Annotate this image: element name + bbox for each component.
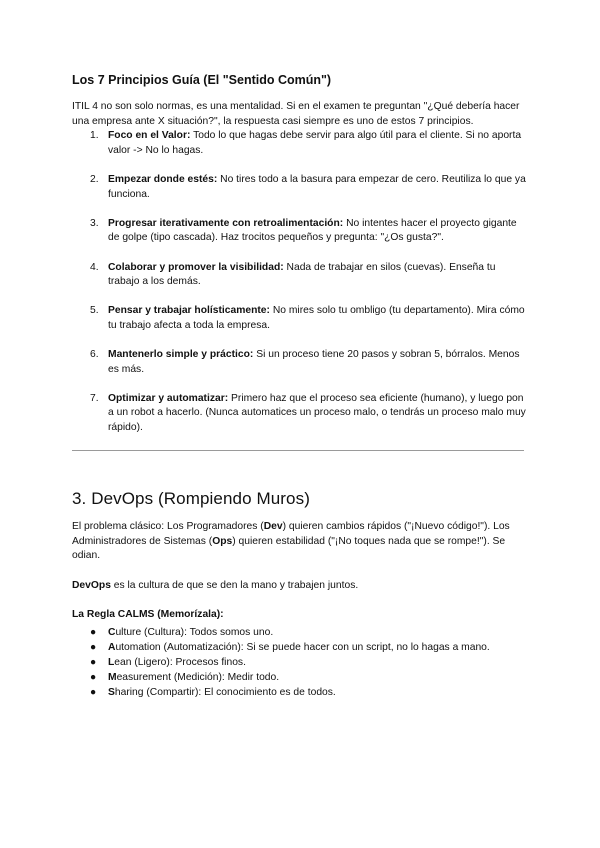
calms-letter: A	[108, 642, 116, 654]
calms-heading: La Regla CALMS (Memorízala):	[72, 608, 224, 620]
bullet-icon: ●	[90, 672, 97, 684]
principle-item	[72, 392, 527, 436]
calms-item	[72, 640, 527, 655]
devops-problem-paragraph	[72, 520, 527, 564]
list-number: 3.	[90, 217, 99, 229]
calms-description: ean (Ligero): Procesos finos.	[114, 657, 246, 669]
list-number: 6.	[90, 349, 99, 361]
bullet-icon: ●	[90, 657, 97, 669]
document-page	[72, 72, 527, 700]
text-run: ) quieren cambios rápidos ("¡Nuevo código!"). Los Administradores de Sistemas (	[72, 521, 510, 547]
principle-name: Mantenerlo simple y práctico:	[108, 349, 254, 361]
text-run: ) quieren estabilidad ("¡No toques nada que se rompe!"). Se odian.	[72, 535, 506, 562]
principle-name: Pensar y trabajar holísticamente:	[108, 305, 270, 317]
principle-name: Progresar iterativamente con retroalimentación:	[108, 217, 344, 229]
principle-description: Todo lo que hagas debe servir para algo útil para el cliente. Si no aporta valor -> No lo hagas.	[108, 130, 522, 156]
principle-item	[72, 261, 527, 290]
list-number: 1.	[90, 130, 99, 142]
list-number: 7.	[90, 392, 99, 404]
calms-list	[72, 625, 527, 700]
principle-item	[72, 217, 527, 246]
principle-name: Optimizar y automatizar:	[108, 392, 229, 404]
bullet-icon: ●	[90, 627, 97, 639]
list-number: 5.	[90, 305, 99, 317]
principles-heading: Los 7 Principios Guía (El "Sentido Común")	[72, 73, 332, 87]
devops-culture-paragraph	[72, 579, 527, 594]
list-number: 2.	[90, 173, 99, 185]
principle-description: Nada de trabajar en silos (cuevas). Enseña tu trabajo a los demás.	[108, 261, 496, 288]
principle-item	[72, 129, 527, 158]
devops-heading: 3. DevOps (Rompiendo Muros)	[72, 489, 310, 509]
calms-letter: S	[108, 687, 115, 699]
calms-item	[72, 670, 527, 685]
principle-name: Colaborar y promover la visibilidad:	[108, 261, 284, 273]
calms-item	[72, 625, 527, 640]
principle-item	[72, 173, 527, 202]
calms-description: utomation (Automatización): Si se puede hacer con un script, no lo hagas a mano.	[115, 642, 490, 654]
principle-item	[72, 304, 527, 333]
text-run: El problema clásico: Los Programadores (	[72, 521, 264, 533]
section-divider	[72, 450, 524, 451]
calms-item	[72, 655, 527, 670]
bullet-icon: ●	[90, 687, 97, 699]
principle-description: No mires solo tu ombligo (tu departamento). Mira cómo tu trabajo afecta a toda la empresa.	[108, 305, 525, 331]
calms-description: ulture (Cultura): Todos somos uno.	[115, 627, 274, 639]
principles-list	[72, 129, 527, 435]
list-number: 4.	[90, 261, 99, 273]
calms-letter: M	[108, 672, 117, 684]
calms-item	[72, 685, 527, 700]
text-run: es la cultura de que se den la mano y trabajen juntos.	[110, 579, 359, 591]
principle-name: Foco en el Valor:	[108, 130, 191, 142]
calms-description: haring (Compartir): El conocimiento es de todos.	[114, 687, 336, 699]
principles-intro: ITIL 4 no son solo normas, es una mentalidad. Si en el examen te preguntan "¿Qué debería hacer una empresa ante X situación?", la respuesta casi siempre es uno de estos 7 principios.	[72, 101, 520, 127]
principle-name: Empezar donde estés:	[108, 173, 218, 185]
bullet-icon: ●	[90, 642, 97, 654]
principle-description: Primero haz que el proceso sea eficiente (humano), y luego pon a un robot a hacerlo. (Nunca automatices un proceso malo, o tendrás un proceso malo muy rápido).	[108, 392, 526, 434]
calms-letter: L	[108, 657, 115, 669]
principle-description: No intentes hacer el proyecto gigante de golpe (tipo cascada). Haz trocitos pequeños y pregunta: "¿Os gusta?".	[108, 217, 517, 244]
bold-run: Dev	[263, 521, 283, 533]
calms-description: easurement (Medición): Medir todo.	[116, 672, 280, 684]
principle-description: No tires todo a la basura para empezar de cero. Reutiliza lo que ya funciona.	[108, 173, 526, 200]
principle-item	[72, 348, 527, 377]
calms-letter: C	[108, 627, 116, 639]
bold-run: Ops	[212, 535, 233, 547]
bold-run: DevOps	[72, 579, 111, 591]
principle-description: Si un proceso tiene 20 pasos y sobran 5, bórralos. Menos es más.	[108, 349, 520, 375]
